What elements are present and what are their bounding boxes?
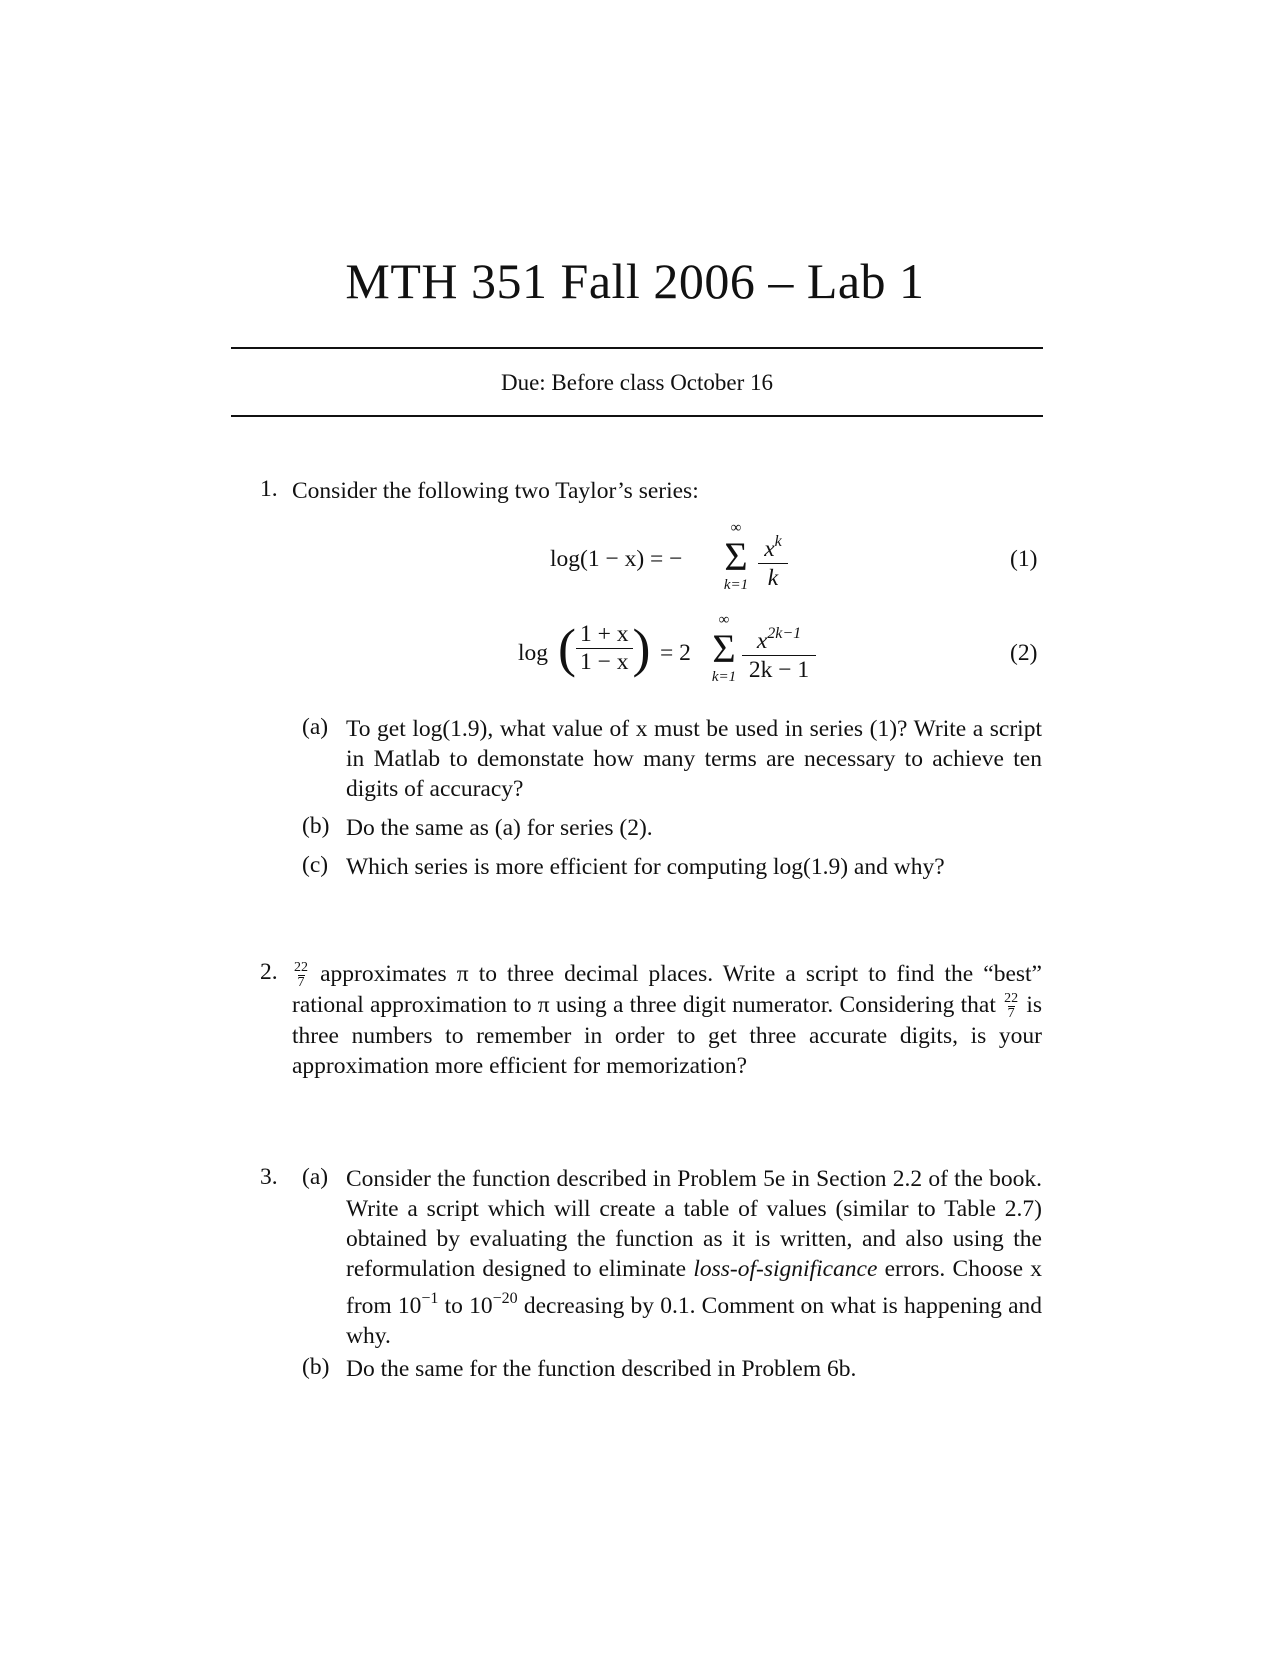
p1-part-c-text: Which series is more efficient for computing log(1.9) and why?: [346, 854, 945, 880]
eq1-denom: k: [767, 565, 779, 591]
eq2-inner-numer: 1 + x: [579, 620, 629, 647]
bottom-rule: [231, 415, 1043, 417]
problem-2-text: [292, 959, 1042, 1081]
frac-numer: 22: [1004, 991, 1019, 1007]
eq1-sum-top: ∞: [730, 520, 742, 536]
eq2-denom: 2k − 1: [748, 657, 810, 683]
eq1-sum: [714, 520, 758, 594]
eq1-numer-sup: k: [774, 533, 782, 550]
eq1-sum-bottom: k=1: [723, 577, 749, 593]
right-paren: ): [632, 618, 651, 678]
eq2-paren-group: [558, 618, 650, 678]
eq2-fraction: [742, 620, 816, 684]
eq2-numer-sup: 2k−1: [767, 625, 802, 642]
document-title: MTH 351 Fall 2006 – Lab 1: [345, 253, 925, 309]
p1-part-c-label: (c): [302, 852, 329, 878]
p1-part-b-text: Do the same as (a) for series (2).: [346, 815, 653, 841]
eq2-numer: x: [756, 628, 768, 654]
eq1-fraction: [758, 528, 788, 592]
p3a-text-a: Consider the function described in Problem 5e in Section 2.2 of the book. Write a script which will create a table of values (similar to Table 2.7) obtained by evaluating the function as it is written, and also using the reformulation designed to eliminate: [346, 1166, 1042, 1282]
eq2-label: (2): [1010, 640, 1038, 666]
problem-2-text-a: approximates π to three decimal places. Write a script to find the “best” rational approximation to π using a three digit numerator. Considering that: [292, 961, 1042, 1019]
p3-part-a-text: [346, 1164, 1042, 1351]
problem-1-number: 1.: [260, 476, 278, 502]
sigma-symbol: Σ: [712, 626, 736, 671]
eq2-sum-bottom: k=1: [711, 669, 737, 685]
p3-part-b-text: Do the same for the function described in Problem 6b.: [346, 1356, 857, 1382]
problem-1-intro: Consider the following two Taylor’s series:: [292, 478, 699, 504]
p3-part-a-label: (a): [302, 1164, 329, 1190]
p1-part-a-text: To get log(1.9), what value of x must be used in series (1)? Write a script in Matlab to demonstate how many terms are necessary to achieve ten digits of accuracy?: [346, 716, 1042, 802]
p3a-text-c: to 10: [444, 1293, 493, 1319]
p3a-exp1: −1: [421, 1290, 439, 1307]
problem-2-number: 2.: [260, 959, 278, 985]
left-paren: (: [558, 618, 576, 678]
frac-denom: 7: [1007, 1006, 1015, 1022]
p1-part-a-label: (a): [302, 714, 329, 740]
p3a-text-b: errors. Choose x from 10: [346, 1256, 1042, 1319]
eq2-two: = 2: [660, 640, 691, 666]
eq1-lhs: log(1 − x) = −: [550, 546, 683, 572]
p3a-text-d: decreasing by 0.1. Comment on what is happening and why.: [346, 1293, 1043, 1349]
p3a-exp2: −20: [492, 1290, 518, 1307]
eq2-sum: [702, 612, 746, 686]
due-date: Due: Before class October 16: [500, 370, 774, 395]
fraction-22-7: [294, 961, 308, 990]
eq1-numer: x: [764, 536, 775, 562]
p3a-emphasis: loss-of-significance: [693, 1256, 878, 1282]
problem-3-number: 3.: [260, 1164, 278, 1190]
p1-part-b-label: (b): [302, 813, 330, 839]
problem-2-text-b: is three numbers to remember in order to get three accurate digits, is your approximation more efficient for memorization?: [292, 992, 1043, 1080]
fraction-22-7: [1004, 992, 1018, 1021]
sigma-symbol: Σ: [724, 534, 748, 579]
eq2-log: log: [518, 640, 549, 666]
frac-denom: 7: [297, 975, 305, 991]
top-rule: [231, 347, 1043, 349]
eq1-label: (1): [1010, 546, 1038, 572]
p3-part-b-label: (b): [302, 1354, 330, 1380]
eq2-sum-top: ∞: [718, 612, 730, 628]
eq2-inner-denom: 1 − x: [576, 648, 633, 676]
frac-numer: 22: [294, 960, 308, 976]
eq2-inner-fraction: [576, 621, 633, 676]
